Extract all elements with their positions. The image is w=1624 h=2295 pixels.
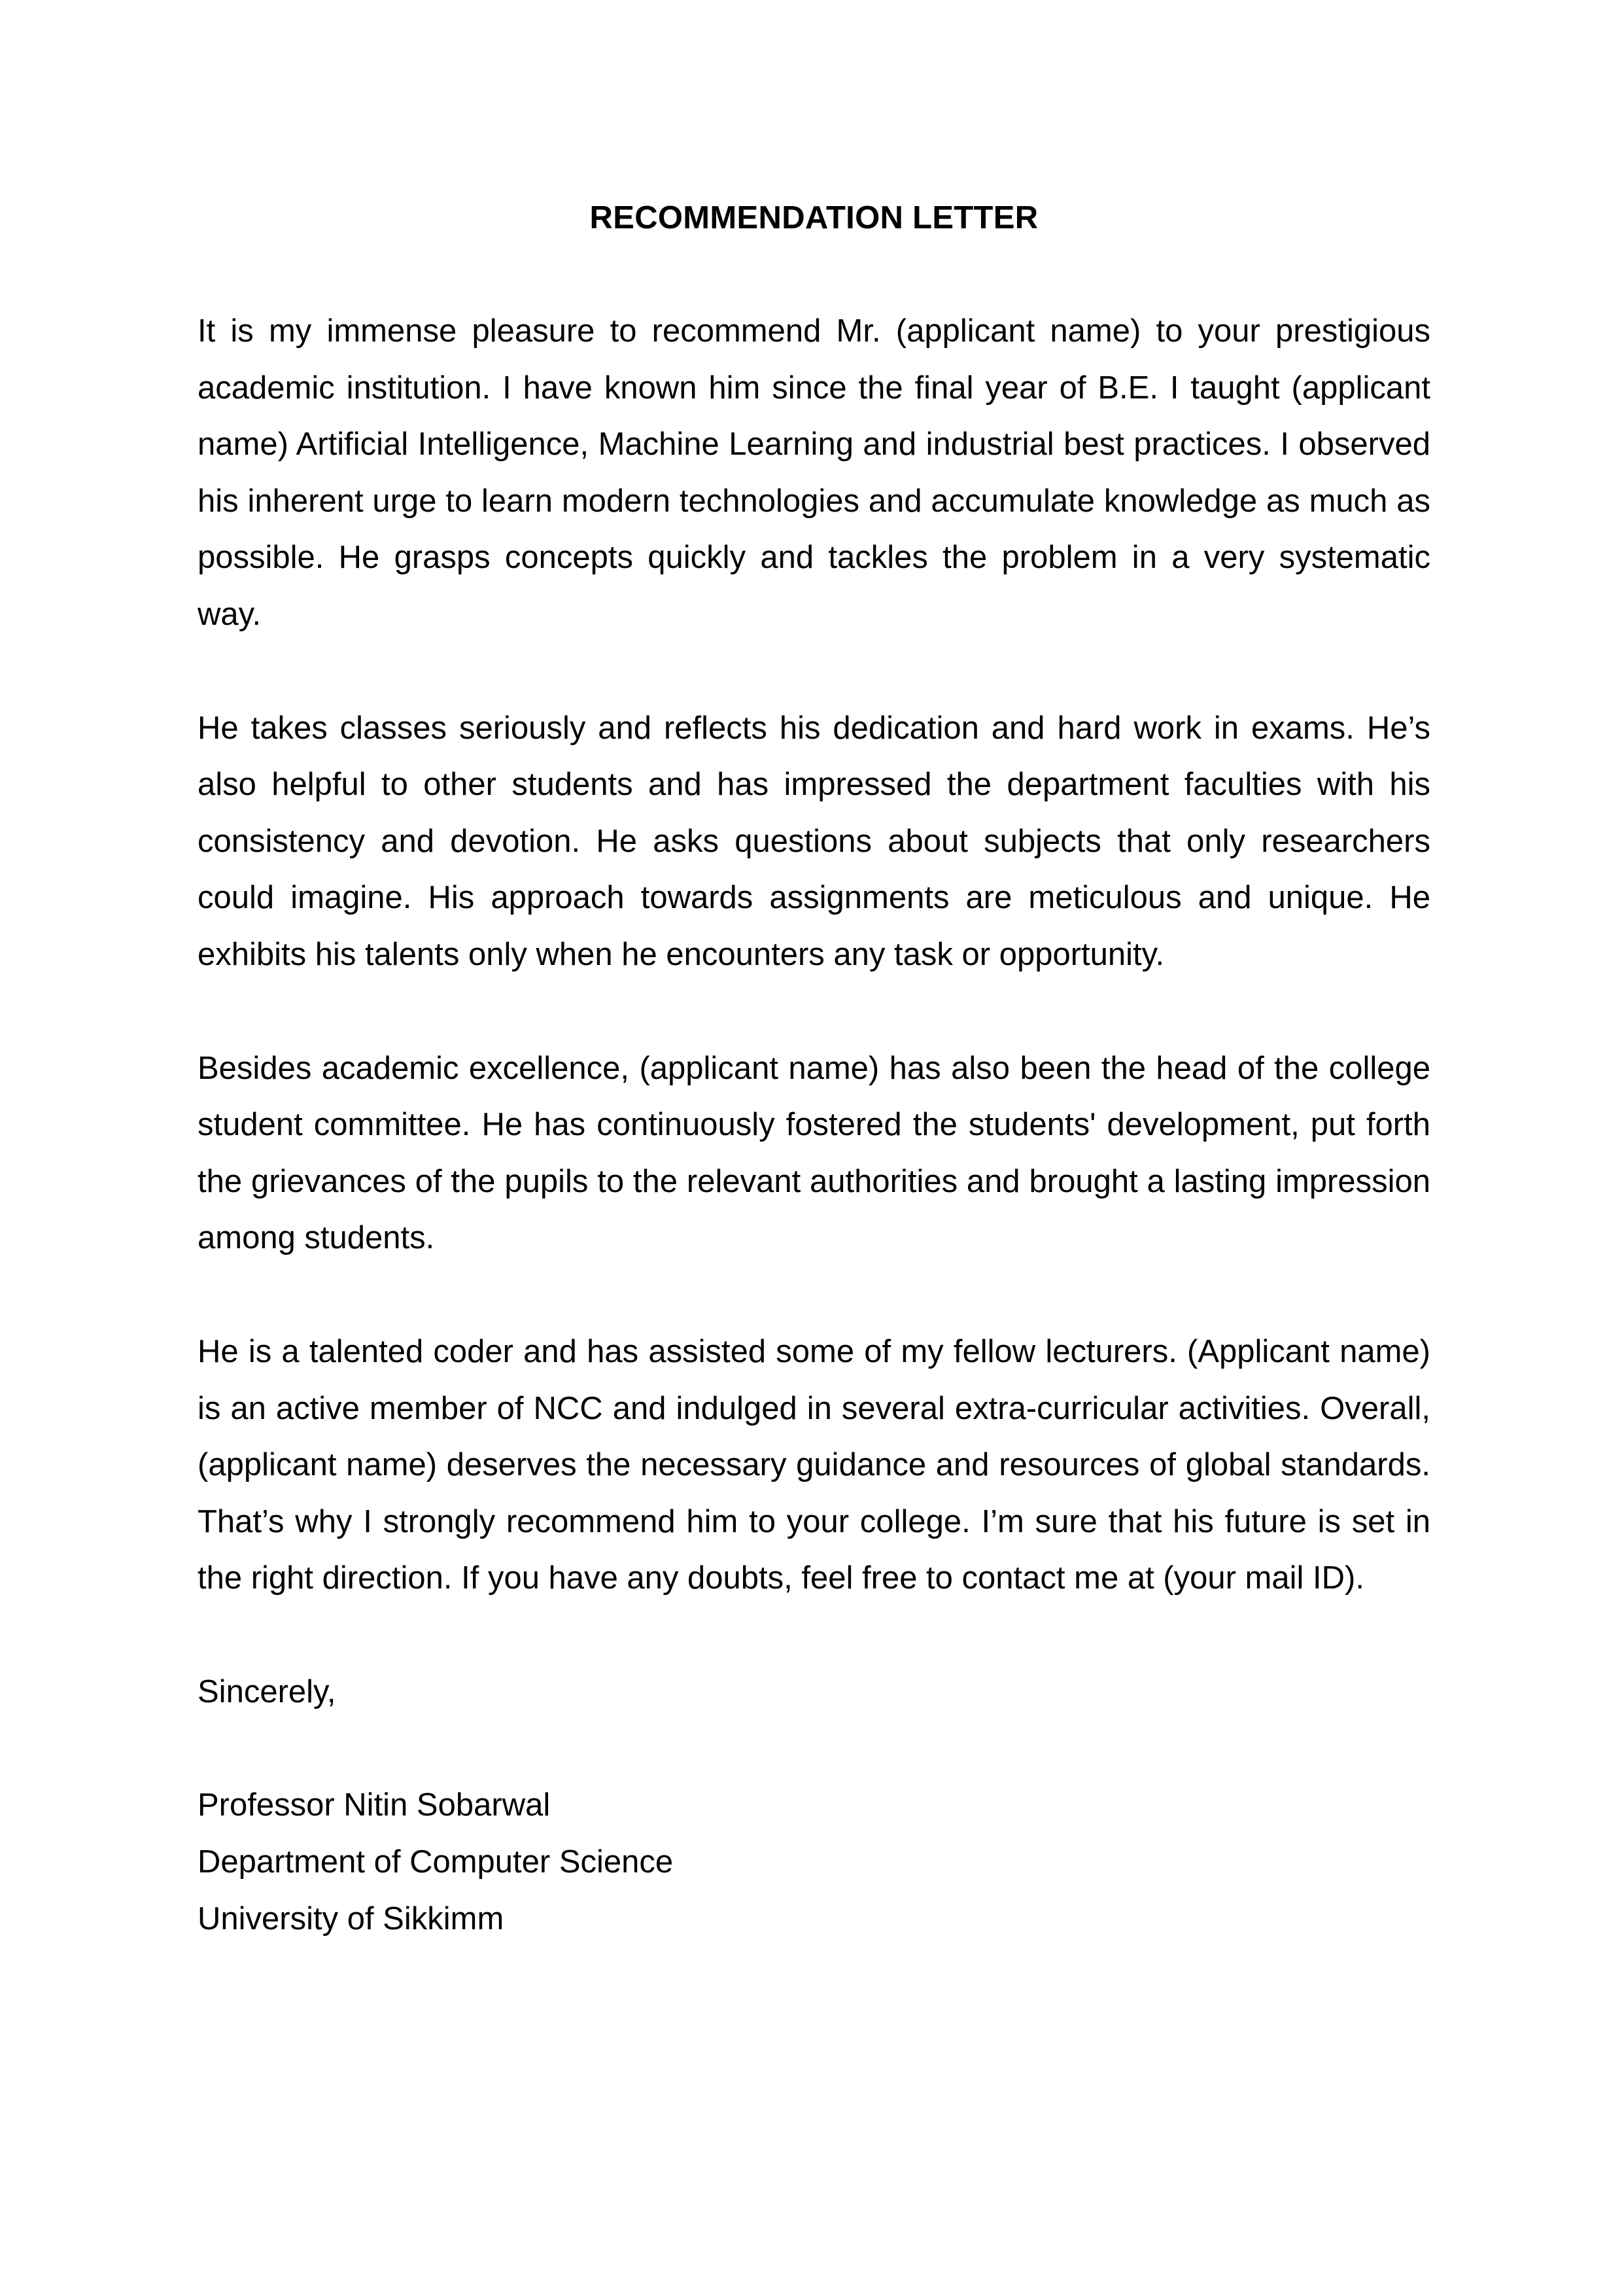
closing-salutation: Sincerely, — [198, 1673, 336, 1709]
paragraph-conclusion: He is a talented coder and has assisted some of my fellow lecturers. (Applicant name) is an active member of NCC and indulged in several extra-curricular activities. Overall, (applicant name) deserves the necessary guidance and resources of global standards. That’s why I strongly recommend him to your college. I’m sure that his future is set in the right direction. If you have any doubts, feel free to contact me at (your mail ID). — [198, 1333, 1430, 1596]
paragraph-character: He takes classes seriously and reflects his dedication and hard work in exams. He’s also helpful to other students and has impressed the department faculties with his consistency and devotion. He asks questions about subjects that only researchers could imagine. His approach towards assignments are meticulous and unique. He exhibits his talents only when he encounters any task or opportunity. — [198, 710, 1430, 972]
signature-block — [198, 1777, 1430, 1947]
signatory-university: University of Sikkimm — [198, 1901, 504, 1936]
letter-body — [198, 190, 1430, 1947]
signatory-name: Professor Nitin Sobarwal — [198, 1787, 551, 1823]
paragraph-introduction: It is my immense pleasure to recommend Mr. (applicant name) to your prestigious academic institution. I have known him since the final year of B.E. I taught (applicant name) Artificial Intelligence, Machine Learning and industrial best practices. I observed his inherent urge to learn modern technologies and accumulate knowledge as much as possible. He grasps concepts quickly and tackles the problem in a very systematic way. — [198, 313, 1430, 632]
signatory-department: Department of Computer Science — [198, 1844, 674, 1880]
letter-title: RECOMMENDATION LETTER — [589, 200, 1039, 236]
paragraph-leadership: Besides academic excellence, (applicant name) has also been the head of the college student committee. He has continuously fostered the students' development, put forth the grievances of the pupils to the relevant authorities and brought a lasting impression among students. — [198, 1050, 1430, 1256]
